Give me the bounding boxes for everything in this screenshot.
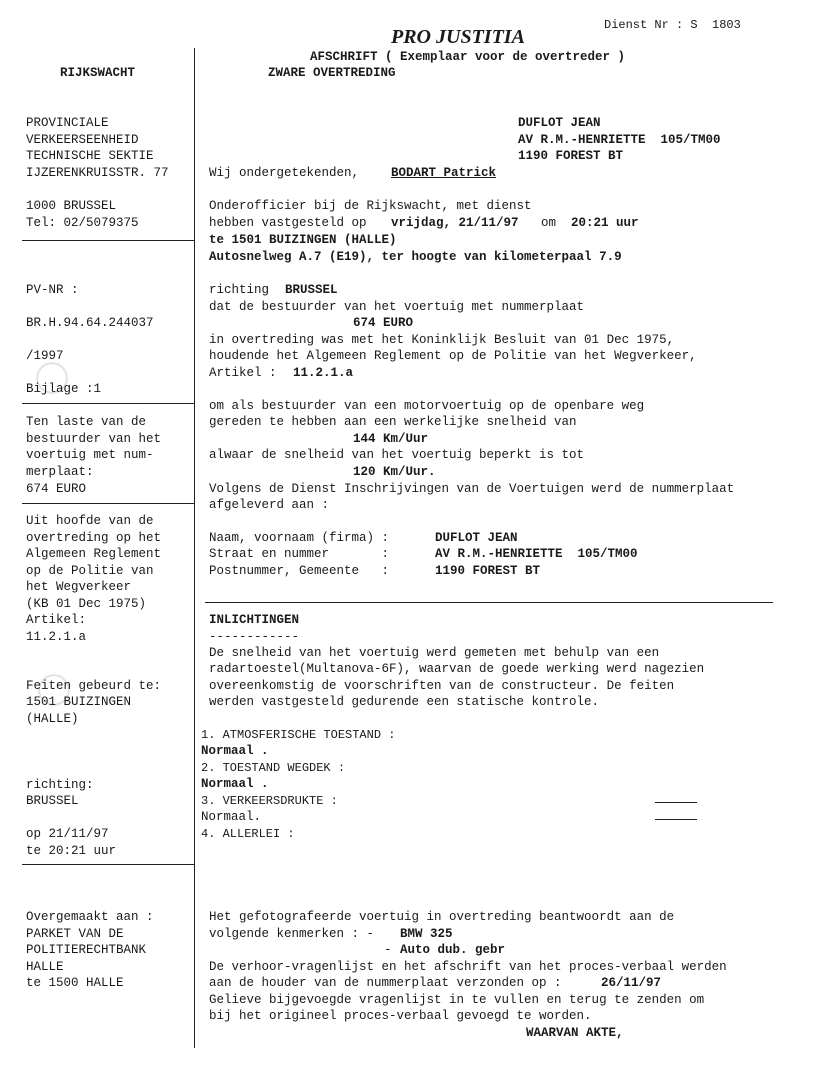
offence-place: te 1501 BUIZINGEN (HALLE) [209,233,397,247]
divider-left-4 [22,864,194,865]
laste-5: 674 EURO [26,482,87,496]
hoofde-4: op de Politie van [26,564,154,578]
zware-overtreding-label: ZWARE OVERTREDING [268,66,396,80]
artikel-prefix: Artikel : [209,366,277,380]
laste-2: bestuurder van het [26,432,162,446]
sent-date: 26/11/97 [601,976,662,990]
owner-postal-value: 1190 FOREST BT [435,564,541,578]
footer-dash: - [384,943,392,957]
dienst-nr: Dienst Nr : S 1803 [604,18,741,32]
artikel-value: 11.2.1.a [293,366,354,380]
over-5: te 1500 HALLE [26,976,124,990]
info-line-4: werden vastgesteld gedurende een statische kontrole. [209,695,600,709]
laste-4: merplaat: [26,465,94,479]
officer-rank: Onderofficier bij de Rijkswacht, met dienst [209,199,532,213]
document-title: PRO JUSTITIA [391,26,525,48]
richting-prefix: richting [209,283,270,297]
when-1: op 21/11/97 [26,827,109,841]
feiten-1: Feiten gebeurd te: [26,679,162,693]
answer-3: Normaal. [201,810,262,824]
footer-line-2: volgende kenmerken : - [209,927,375,941]
owner-name-value: DUFLOT JEAN [435,531,518,545]
established-prefix: hebben vastgesteld op [209,216,367,230]
blank-line-2 [655,819,697,820]
sender-tel: Tel: 02/5079375 [26,216,139,230]
sender-line-2: VERKEERSEENHEID [26,133,139,147]
recipient-street: AV R.M.-HENRIETTE 105/TM00 [518,133,721,147]
officer-intro: Wij ondergetekenden, [209,166,360,180]
sender-line-3: TECHNISCHE SEKTIE [26,149,154,163]
drive-line-2: gereden te hebben aan een werkelijke snelheid van [209,415,577,429]
pv-number: BR.H.94.64.244037 [26,316,154,330]
over-1: Overgemaakt aan : [26,910,154,924]
column-divider [194,48,195,1048]
recipient-city: 1190 FOREST BT [518,149,624,163]
divider-info [205,602,773,603]
officer-name: BODART Patrick [391,166,497,180]
offence-road: Autosnelweg A.7 (E19), ter hoogte van kilometerpaal 7.9 [209,250,622,264]
divider-left-1 [22,240,194,241]
hoofde-5: het Wegverkeer [26,580,132,594]
bijlage: Bijlage :1 [26,382,102,396]
driver-line: dat de bestuurder van het voertuig met nummerplaat [209,300,585,314]
over-2: PARKET VAN DE [26,927,124,941]
hoofde-3: Algemeen Reglement [26,547,162,561]
laste-3: voertuig met num- [26,448,154,462]
footer-line-7: bij het origineel proces-verbaal gevoegd te worden. [209,1009,592,1023]
time-prefix: om [541,216,557,230]
answer-1: Normaal . [201,744,269,758]
hoofde-6: (KB 01 Dec 1975) [26,597,147,611]
question-1: 1. ATMOSFERISCHE TOESTAND : [201,728,396,742]
laste-1: Ten laste van de [26,415,147,429]
pv-year: /1997 [26,349,64,363]
law-line-2: houdende het Algemeen Reglement op de Politie van het Wegverkeer, [209,349,697,363]
dienst-line-1: Volgens de Dienst Inschrijvingen van de Voertuigen werd de nummerplaat [209,482,735,496]
sender-city: 1000 BRUSSEL [26,199,117,213]
over-3: POLITIERECHTBANK [26,943,147,957]
question-4: 4. ALLERLEI : [201,827,295,841]
richting-left-1: richting: [26,778,94,792]
pv-label: PV-NR : [26,283,79,297]
recipient-name: DUFLOT JEAN [518,116,601,130]
footer-line-4: De verhoor-vragenlijst en het afschrift van het proces-verbaal werden [209,960,727,974]
hoofde-8: 11.2.1.a [26,630,87,644]
footer-line-6: Gelieve bijgevoegde vragenlijst in te vullen en terug te zenden om [209,993,705,1007]
footer-line-5: aan de houder van de nummerplaat verzonden op : [209,976,562,990]
owner-street-label: Straat en nummer : [209,547,390,561]
owner-name-label: Naam, voornaam (firma) : [209,531,390,545]
sender-line-4: IJZERENKRUISSTR. 77 [26,166,169,180]
drive-line-1: om als bestuurder van een motorvoertuig op de openbare weg [209,399,645,413]
over-4: HALLE [26,960,64,974]
hoofde-1: Uit hoofde van de [26,514,154,528]
answer-2: Normaal . [201,777,269,791]
hoofde-2: overtreding op het [26,531,162,545]
sender-line-1: PROVINCIALE [26,116,109,130]
info-heading: INLICHTINGEN [209,613,300,627]
rijkswacht-label: RIJKSWACHT [60,66,136,80]
afschrift-label: AFSCHRIFT ( Exemplaar voor de overtreder ) [310,50,626,64]
footer-line-1: Het gefotografeerde voertuig in overtreding beantwoordt aan de [209,910,675,924]
feiten-3: (HALLE) [26,712,79,726]
offence-time: 20:21 uur [571,216,639,230]
waarvan-akte: WAARVAN AKTE, [526,1026,624,1040]
feiten-2: 1501 BUIZINGEN [26,695,132,709]
dienst-line-2: afgeleverd aan : [209,498,330,512]
richting-value: BRUSSEL [285,283,338,297]
divider-left-3 [22,503,194,504]
offence-date: vrijdag, 21/11/97 [391,216,519,230]
question-3: 3. VERKEERSDRUKTE : [201,794,338,808]
info-underline: ------------ [209,630,300,644]
when-2: te 20:21 uur [26,844,117,858]
law-line-1: in overtreding was met het Koninklijk Besluit van 01 Dec 1975, [209,333,675,347]
speed-limit: 120 Km/Uur. [353,465,436,479]
owner-street-value: AV R.M.-HENRIETTE 105/TM00 [435,547,638,561]
limit-line: alwaar de snelheid van het voertuig beperkt is tot [209,448,585,462]
car-model: BMW 325 [400,927,453,941]
plate-number: 674 EURO [353,316,414,330]
blank-line-1 [655,802,697,803]
richting-left-2: BRUSSEL [26,794,79,808]
info-line-2: radartoestel(Multanova-6F), waarvan de goede werking werd nagezien [209,662,705,676]
owner-postal-label: Postnummer, Gemeente : [209,564,390,578]
info-line-1: De snelheid van het voertuig werd gemeten met behulp van een [209,646,660,660]
question-2: 2. TOESTAND WEGDEK : [201,761,346,775]
car-type: Auto dub. gebr [400,943,506,957]
hoofde-7: Artikel: [26,613,87,627]
divider-left-2 [22,403,194,404]
info-line-3: overeenkomstig de voorschriften van de constructeur. De feiten [209,679,675,693]
measured-speed: 144 Km/Uur [353,432,429,446]
